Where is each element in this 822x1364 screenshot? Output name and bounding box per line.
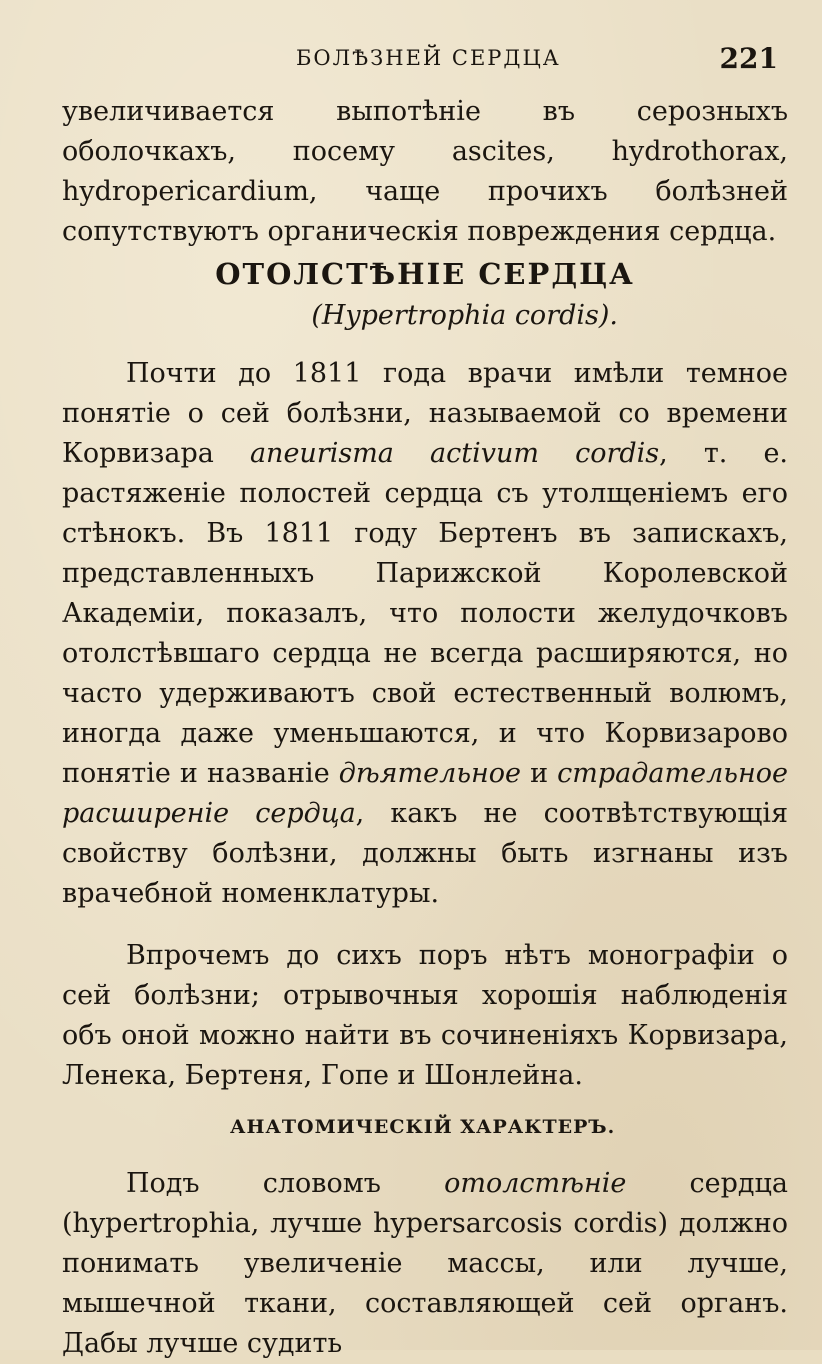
italic-term: дѣятельное <box>338 758 522 789</box>
italic-term: отолстѣніе <box>444 1168 627 1199</box>
page-header <box>0 40 822 80</box>
paragraph-history <box>62 354 788 914</box>
paragraph-text: и <box>521 758 558 789</box>
running-title: БОЛѢЗНЕЙ СЕРДЦА <box>296 46 561 70</box>
italic-term: страдательное расширеніе сердца <box>62 758 788 829</box>
sub-heading: АНАТОМИЧЕСКІЙ ХАРАКТЕРЪ. <box>230 1116 616 1138</box>
section-title: ОТОЛСТѢНІЕ СЕРДЦА <box>215 257 635 291</box>
latin-term: aneurisma activum cordis <box>249 438 660 469</box>
page-body <box>62 92 788 1364</box>
section-subtitle: (Hypertrophia cordis). <box>311 300 618 331</box>
paragraph-text: Почти до 1811 года врачи имѣли темное понятіе о сей болѣзни, называемой со времени Корвизара <box>62 358 788 469</box>
paragraph-literature: Впрочемъ до сихъ поръ нѣтъ монографіи о сей болѣзни; отрывочныя хорошія наблюденія объ оной можно найти въ сочиненіяхъ Корвизара, Ленека, Бертеня, Гопе и Шонлейна. <box>62 940 788 1091</box>
paragraph-text: , какъ не соотвѣтствующія свойству болѣзни, должны быть изгнаны изъ врачебной номенклатуры. <box>62 798 788 909</box>
paragraph-definition <box>62 1164 788 1364</box>
paragraph-text: сердца (hypertrophia, лучше hypersarcosis cordis) должно понимать увеличеніе массы, или лучше, мышечной ткани, составляющей сей органъ. Дабы лучше судить <box>62 1168 788 1359</box>
continued-paragraph: увеличивается выпотѣніе въ серозныхъ оболочкахъ, посему ascites, hydrothorax, hydropericardium, чаще прочихъ болѣзней сопутствуютъ органическія повреждения сердца. <box>62 96 788 247</box>
page-number: 221 <box>719 42 778 75</box>
paragraph-text: Подъ словомъ <box>126 1168 445 1199</box>
paragraph-text: , т. е. растяженіе полостей сердца съ утолщеніемъ его стѣнокъ. Въ 1811 году Бертенъ въ запискахъ, представленныхъ Парижской Королевской Академіи, показалъ, что полости желудочковъ отолстѣвшаго сердца не всегда расширяются, но часто удерживаютъ свой естественный волюмъ, иногда даже уменьшаются, и что Корвизарово понятіе и названіе <box>62 438 789 789</box>
